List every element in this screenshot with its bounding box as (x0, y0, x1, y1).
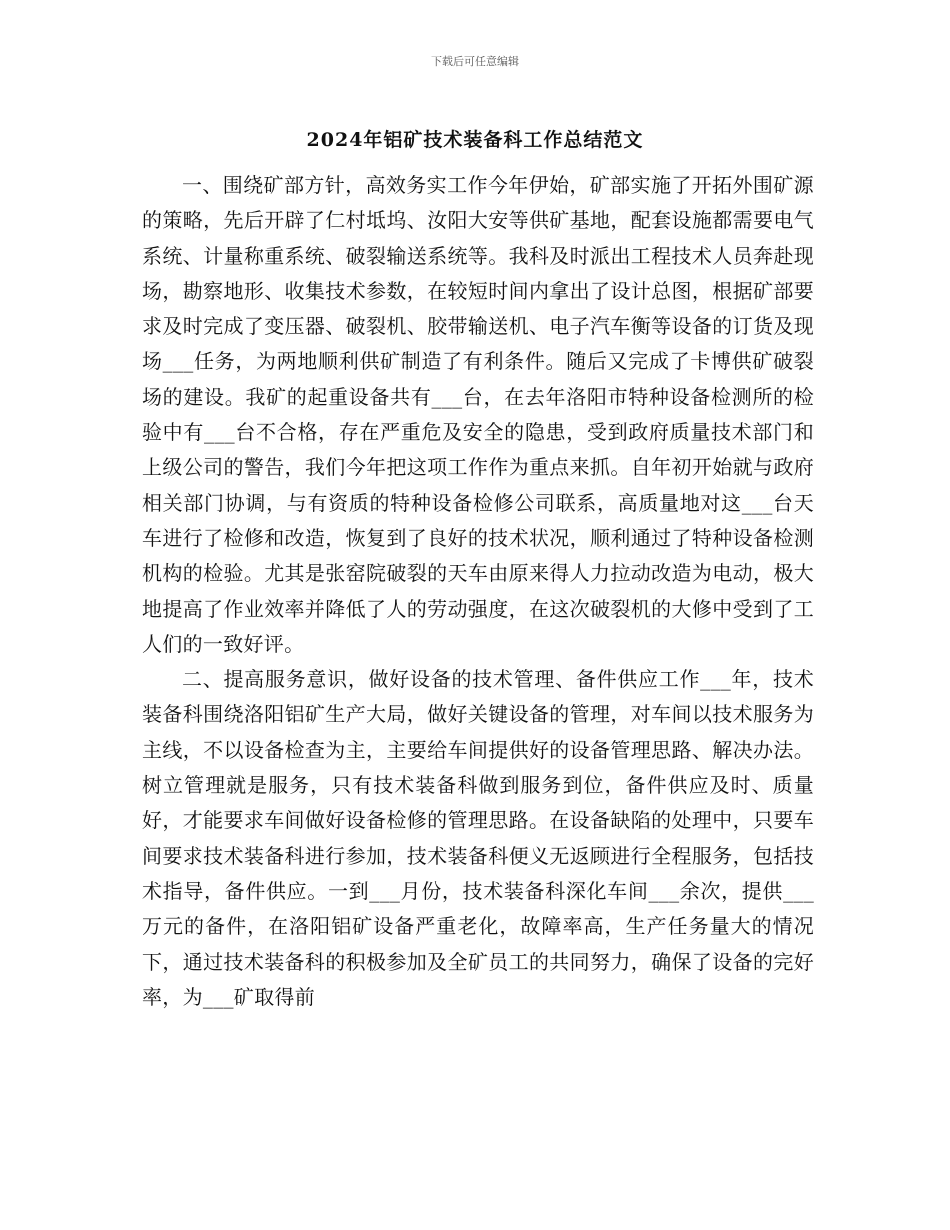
paragraph-1: 一、围绕矿部方针，高效务实工作今年伊始，矿部实施了开拓外围矿源的策略，先后开辟了仁村坻坞、汝阳大安等供矿基地，配套设施都需要电气系统、计量称重系统、破裂输送系统等。我科及时派出工程技术人员奔赴现场，勘察地形、收集技术参数，在较短时间内拿出了设计总图，根据矿部要求及时完成了变压器、破裂机、胶带输送机、电子汽车衡等设备的订货及现场___任务，为两地顺利供矿制造了有利条件。随后又完成了卡博供矿破裂场的建设。我矿的起重设备共有___台，在去年洛阳市特种设备检测所的检验中有___台不合格，存在严重危及安全的隐患，受到政府质量技术部门和上级公司的警告，我们今年把这项工作作为重点来抓。自年初开始就与政府相关部门协调，与有资质的特种设备检修公司联系，高质量地对这___台天车进行了检修和改造，恢复到了良好的技术状况，顺利通过了特种设备检测机构的检验。尤其是张窑院破裂的天车由原来得人力拉动改造为电动，极大地提高了作业效率并降低了人的劳动强度，在这次破裂机的大修中受到了工人们的一致好评。 (142, 173, 814, 656)
document-title: 2024年铝矿技术装备科工作总结范文 (306, 129, 644, 151)
header-note: 下载后可任意编辑 (431, 55, 519, 68)
paragraph-2: 二、提高服务意识，做好设备的技术管理、备件供应工作___年，技术装备科围绕洛阳铝矿生产大局，做好关键设备的管理，对车间以技术服务为主线，不以设备检查为主，主要给车间提供好的设备管理思路、解决办法。树立管理就是服务，只有技术装备科做到服务到位，备件供应及时、质量好，才能要求车间做好设备检修的管理思路。在设备缺陷的处理中，只要车间要求技术装备科进行参加，技术装备科便义无返顾进行全程服务，包括技术指导，备件供应。一到___月份，技术装备科深化车间___余次，提供___万元的备件，在洛阳铝矿设备严重老化，故障率高，生产任务量大的情况下，通过技术装备科的积极参加及全矿员工的共同努力，确保了设备的完好率，为___矿取得前 (142, 667, 814, 1009)
document-body (142, 168, 814, 1015)
